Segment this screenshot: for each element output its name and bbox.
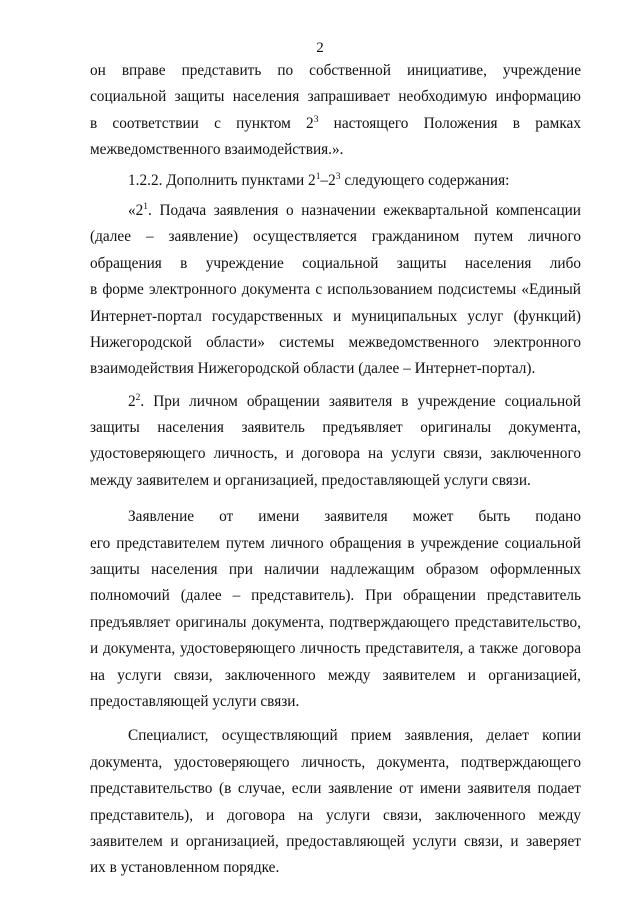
text-run: обращения в учреждение социальной защиты населения либо [90,254,581,272]
text-run: Интернет-портал государственных и муниципальных услуг (функций) [90,307,581,325]
superscript: 1 [143,201,149,212]
text-line [90,58,581,84]
text-run: удостоверяющего личность, и договора на услуги связи, заключенного [90,445,581,463]
text-line [90,689,581,715]
page-number: 2 [316,40,324,56]
paragraph-p-specialist [90,723,581,881]
text-run: Заявление от имени заявителя может быть подано [128,508,581,526]
paragraph-p-2-1 [90,198,581,383]
text-line [90,531,581,557]
text-run: . Подача заявления о назначении ежеквартальной компенсации [148,201,581,219]
text-line [90,829,581,855]
text-line [90,610,581,636]
paragraph-gap [90,715,581,723]
text-run: 1.2.2. Дополнить пунктами 2 [128,171,316,189]
text-run: (далее – заявление) осуществляется гражданином путем личного [90,228,581,246]
text-line [90,557,581,583]
text-run: защиты населения при наличии надлежащим образом оформленных [90,561,581,579]
text-run: и документа, удостоверяющего личность представителя, а также договора [90,640,581,658]
paragraph-gap [90,494,581,504]
text-line [90,198,581,224]
text-line [90,504,581,530]
text-line [90,663,581,689]
text-run: представительство (в случае, если заявление от имени заявителя подает [90,780,581,798]
text-run: следующего содержания: [340,171,510,189]
text-run: представитель), и договора на услуги связи, заключенного между [90,806,581,824]
text-line [90,803,581,829]
text-run: «2 [128,201,144,219]
text-line [90,137,581,163]
text-run: его представителем путем личного обращения в учреждение социальной [90,534,581,552]
text-run: их в установленном порядке. [90,859,280,877]
text-run: документа, удостоверяющего личность, документа, подтверждающего [90,753,581,771]
text-run: заявителем и организацией, предоставляющей услуги связи, и заверяет [90,832,581,850]
text-line [90,776,581,802]
text-run: на услуги связи, заключенного между заявителем и организацией, [90,666,581,684]
text-line [90,441,581,467]
text-line [90,356,581,382]
text-run: социальной защиты населения запрашивает необходимую информацию [90,88,581,106]
text-line [90,389,581,415]
text-line [90,84,581,110]
text-run: настоящего Положения в рамках [318,114,581,132]
text-line [90,224,581,250]
text-line [90,468,581,494]
text-run: –2 [320,171,336,189]
text-line [90,583,581,609]
text-run: . При личном обращении заявителя в учреждение социальной [140,392,581,410]
superscript: 1 [315,171,321,182]
text-run: в соответствии с пунктом 2 [90,114,314,132]
text-run: Нижегородской области» системы межведомственного электронного [90,333,581,351]
text-run: он вправе представить по собственной инициативе, учреждение [90,62,581,79]
text-run: в форме электронного документа с использованием подсистемы «Единый [90,281,581,299]
text-line [90,855,581,881]
paragraph-p-1-2-2 [90,168,581,194]
paragraph-p-continuation [90,58,581,164]
text-line [90,415,581,441]
text-line [90,330,581,356]
paragraph-p-representative [90,504,581,715]
text-line [90,277,581,303]
text-run: между заявителем и организацией, предоставляющей услуги связи. [90,471,531,489]
text-run: межведомственного взаимодействия.». [90,141,344,159]
text-run: 2 [128,392,136,410]
paragraph-p-2-2 [90,389,581,495]
text-line [90,723,581,749]
text-line [90,750,581,776]
text-line [90,304,581,330]
text-run: предоставляющей услуги связи. [90,692,300,710]
text-line [90,111,581,137]
text-line [90,636,581,662]
superscript: 3 [335,171,341,182]
text-run: взаимодействия Нижегородской области (далее – Интернет-портал). [90,360,536,378]
superscript: 2 [135,392,141,403]
text-run: полномочий (далее – представитель). При обращении представитель [90,587,581,605]
text-run: защиты населения заявитель предъявляет оригиналы документа, [90,419,581,437]
superscript: 3 [313,114,319,125]
document-body [90,58,581,882]
text-run: Специалист, осуществляющий прием заявления, делает копии [128,727,581,745]
text-line [90,251,581,277]
text-line [90,168,581,194]
text-run: предъявляет оригиналы документа, подтверждающего представительство, [90,613,581,631]
